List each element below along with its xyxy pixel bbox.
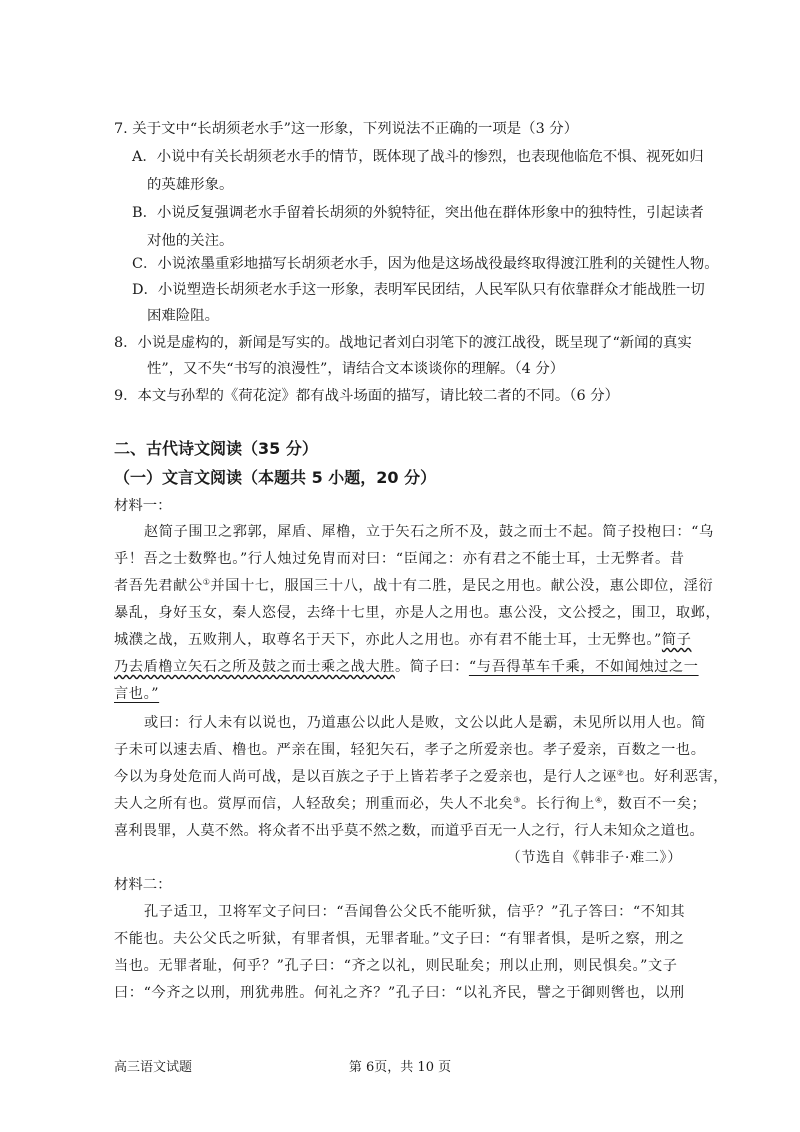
m1-p1-line-5-a: 城濮之战，五败荆人，取尊名于天下，亦此人之用也。亦有君不能士耳，士无弊也。” xyxy=(114,632,662,648)
m1-p1-line-6-b: 。简子曰： xyxy=(394,659,469,675)
m1-p1-line-2: 乎！吾之士数弊也。”行人烛过免胄而对曰：“臣闻之：亦有君之不能士耳，士无弊者。昔 xyxy=(114,551,685,567)
wavy-underline-start: 简子 xyxy=(661,632,692,648)
m1-p2-line-4-c: ，数百不一矣； xyxy=(602,796,707,812)
note-3: ③ xyxy=(513,795,522,805)
q7-stem: 7. 关于文中“长胡须老水手”这一形象，下列说法不正确的一项是（3 分） xyxy=(114,121,579,137)
m1-p2-line-2: 子未可以速去盾、橹也。严亲在围，轻犯矢石，孝子之所爱亲也。孝子爱亲，百数之一也。 xyxy=(114,742,706,758)
m1-p2-line-3-a: 今以为身处危而人尚可战，是以百族之子于上皆若孝子之爱亲也，是行人之诬 xyxy=(114,769,617,785)
m2-p1-line-2: 不能也。夫公父氏之听狱，有罪者惧，无罪者耻。”文子曰：“有罪者惧，是听之察，刑之 xyxy=(114,931,685,947)
section-title: 二、古代诗文阅读（35 分） xyxy=(114,439,318,458)
m1-p2-line-1: 或曰：行人未有以说也，乃道惠公以此人是败，文公以此人是霸，未见所以用人也。简 xyxy=(144,715,706,731)
q7-option-b: B．小说反复强调老水手留着长胡须的外貌特征，突出他在群体形象中的独特性，引起读者 xyxy=(132,205,704,221)
m1-p2-line-4-b: 。长行徇上 xyxy=(521,796,595,812)
note-2: ② xyxy=(616,768,625,778)
m2-p1-line-3: 当也。无罪者耻，何乎？”孔子曰：“齐之以礼，则民耻矣；刑以止刑，则民惧矣。”文子 xyxy=(114,958,678,974)
m1-p1-line-7 xyxy=(114,684,159,704)
m2-p1-line-4: 曰：“今齐之以刑，刑犹弗胜。何礼之齐？”孔子曰：“以礼齐民，譬之于御则辔也，以刑 xyxy=(114,985,685,1001)
m1-p2-line-4-a: 夫人之所有也。赏厚而信，人轻敌矣；刑重而必，失人不北矣 xyxy=(114,796,514,812)
m1-p1-line-1: 赵简子围卫之郛郭，犀盾、犀橹，立于矢石之所不及，鼓之而士不起。简子投枹曰：“乌 xyxy=(144,524,714,540)
q9-line-1: 9．本文与孙犁的《荷花淀》都有战斗场面的描写，请比较二者的不同。（6 分） xyxy=(114,388,619,404)
m1-p2-line-5: 喜利畏罪，人莫不然。将众者不出乎莫不然之数，而道乎百无一人之行，行人未知众之道也。 xyxy=(114,823,704,839)
footer-title: 高三语文试题 xyxy=(114,1060,193,1075)
m1-p1-line-3 xyxy=(114,576,713,596)
m1-p1-line-5 xyxy=(114,630,691,650)
material1-label: 材料一： xyxy=(114,498,172,514)
material1-source: （节选自《韩非子·难二》） xyxy=(506,850,682,866)
straight-underlined-quote-end: 言也。” xyxy=(114,686,160,702)
note-4: ④ xyxy=(595,795,603,805)
straight-underlined-quote: “与吾得革车千乘，不如闻烛过之一 xyxy=(468,659,699,675)
m1-p1-line-4: 暴乱，身好玉女，秦人恣侵，去绛十七里，亦是人之用也。惠公没，文公授之，围卫，取邺， xyxy=(114,605,721,621)
section-subtitle: （一）文言文阅读（本题共 5 小题，20 分） xyxy=(114,468,437,487)
m1-p2-line-3-b: 也。好利恶害， xyxy=(624,769,729,785)
m1-p1-line-3-a: 者吾先君献公 xyxy=(114,578,203,594)
q7-option-a: A．小说中有关长胡须老水手的情节，既体现了战斗的惨烈，也表现他临危不惧、视死如归 xyxy=(132,149,704,165)
m2-p1-line-1: 孔子适卫，卫将军文子问曰：“吾闻鲁公父氏不能听狱，信乎？”孔子答曰：“不知其 xyxy=(144,904,686,920)
q7-option-d: D．小说塑造长胡须老水手这一形象，表明军民团结，人民军队只有依靠群众才能战胜一切 xyxy=(132,282,705,298)
q7-option-d-cont: 困难险阻。 xyxy=(147,308,219,324)
m1-p1-line-6 xyxy=(114,657,699,677)
q7-option-a-cont: 的英雄形象。 xyxy=(147,177,234,193)
q8-line-1: 8．小说是虚构的，新闻是写实的。战地记者刘白羽笔下的渡江战役，既呈现了“新闻的真实 xyxy=(114,335,692,351)
footer-page-number: 第 6页，共 10 页 xyxy=(348,1060,452,1075)
q8-line-2: 性”，又不失“书写的浪漫性”，请结合文本谈谈你的理解。（4 分） xyxy=(147,361,565,377)
note-1: ① xyxy=(202,577,211,587)
m1-p2-line-3 xyxy=(114,767,728,787)
m1-p2-line-4 xyxy=(114,794,706,814)
wavy-underlined-sentence: 乃去盾橹立矢石之所及鼓之而士乘之战大胜 xyxy=(114,659,395,675)
m1-p1-line-3-b: 并国十七，服国三十八，战十有二胜，是民之用也。献公没，惠公即位，淫衍 xyxy=(210,578,714,594)
q7-option-c: C．小说浓墨重彩地描写长胡须老水手，因为他是这场战役最终取得渡江胜利的关键性人物。 xyxy=(132,256,719,272)
material2-label: 材料二： xyxy=(114,877,172,893)
q7-option-b-cont: 对他的关注。 xyxy=(147,233,234,249)
